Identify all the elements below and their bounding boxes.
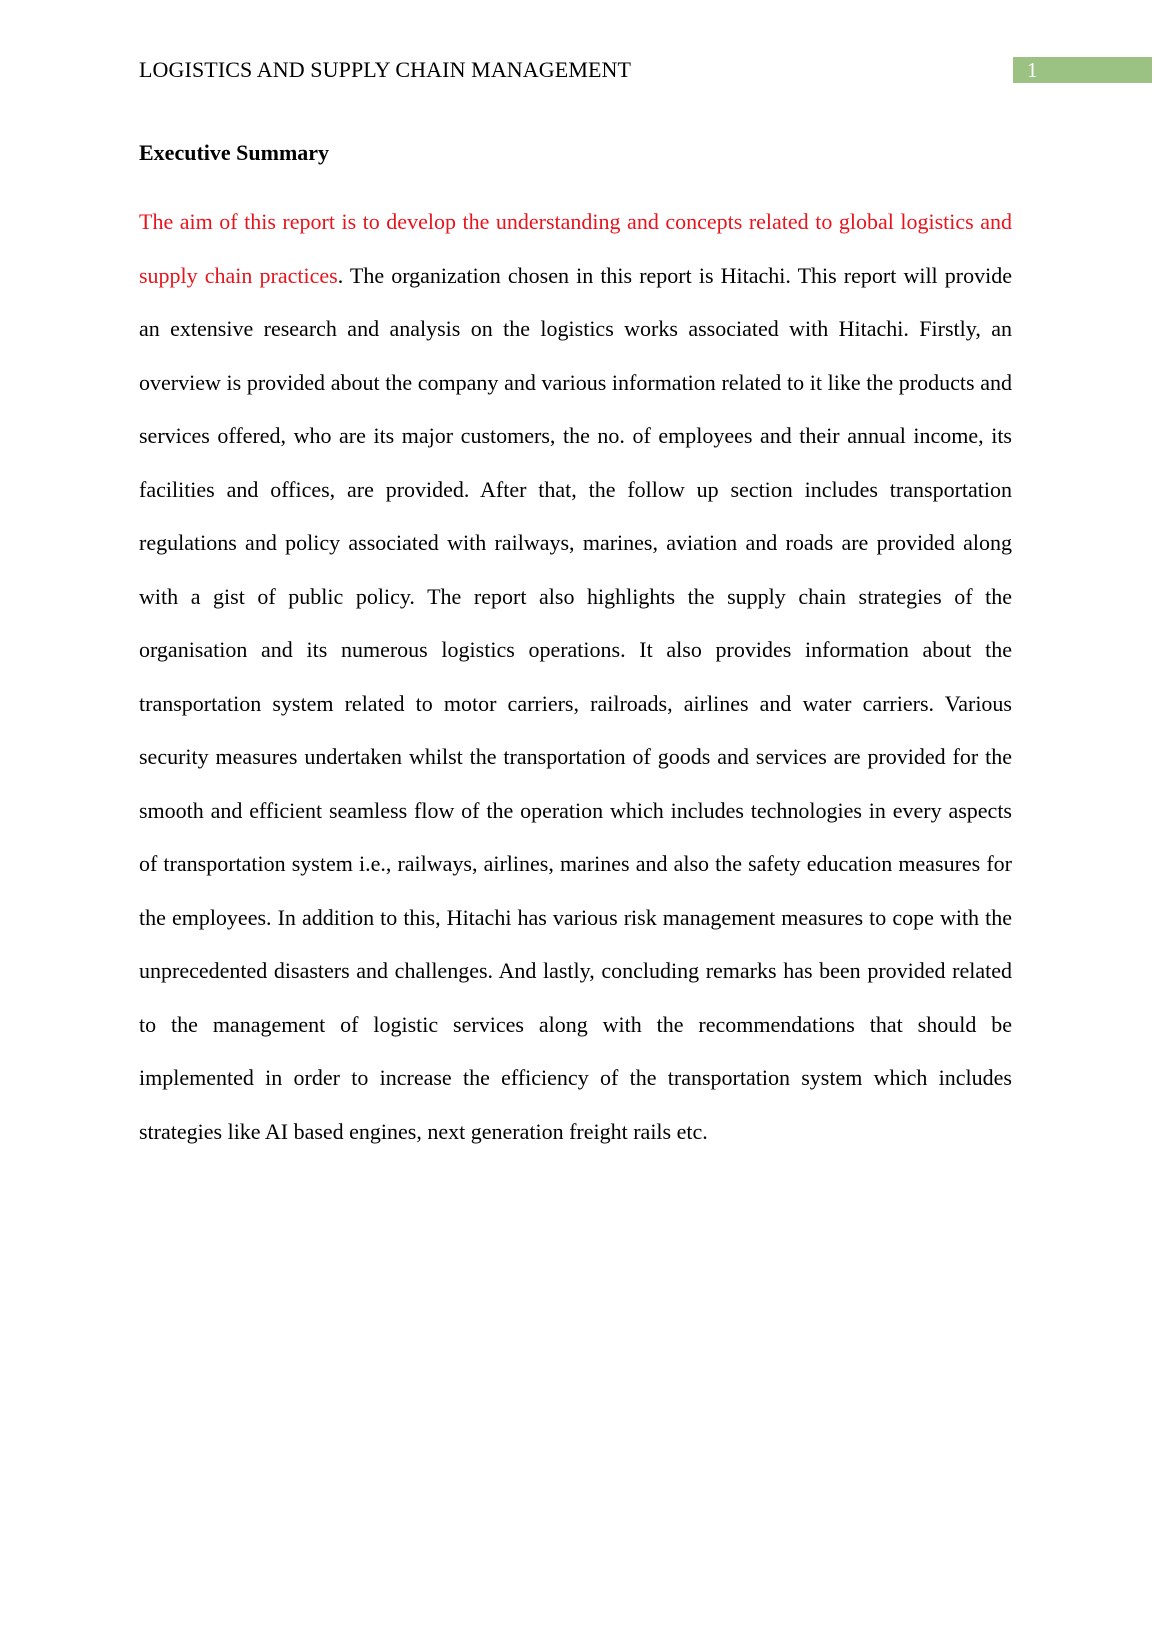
- page-number: 1: [1013, 57, 1152, 83]
- highlighted-sentence: The aim of this report is to develop the understanding and concepts related to global logistics and supply chain practices: [139, 209, 1012, 288]
- running-head: LOGISTICS AND SUPPLY CHAIN MANAGEMENT: [139, 57, 632, 82]
- paragraph-text: . The organization chosen in this report is Hitachi. This report will provide an extensive research and analysis on the logistics works associated with Hitachi. Firstly, an overview is provided about the company and various information related to it like the products and services offered, who are its major customers, the no. of employees and their annual income, its facilities and offices, are provided. After that, the follow up section includes transportation regulations and policy associated with railways, marines, aviation and roads are provided along with a gist of public policy. The report also highlights the supply chain strategies of the organisation and its numerous logistics operations. It also provides information about the transportation system related to motor carriers, railroads, airlines and water carriers. Various security measures undertaken whilst the transportation of goods and services are provided for the smooth and efficient seamless flow of the operation which includes technologies in every aspects of transportation system i.e., railways, airlines, marines and also the safety education measures for the employees. In addition to this, Hitachi has various risk management measures to cope with the unprecedented disasters and challenges. And lastly, concluding remarks has been provided related to the management of logistic services along with the recommendations that should be implemented in order to increase the efficiency of the transportation system which includes strategies like AI based engines, next generation freight rails etc.: [139, 262, 1012, 1144]
- summary-paragraph: [139, 195, 1012, 1158]
- section-title: Executive Summary: [139, 140, 330, 165]
